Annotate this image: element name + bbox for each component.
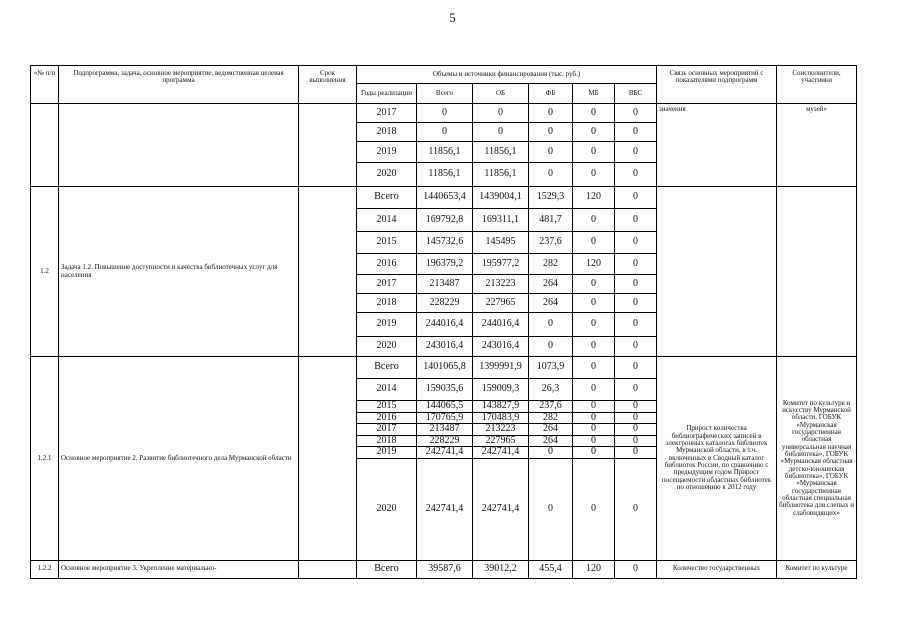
header-name: Подпрограмма, задача, основное мероприятие, ведомственная целевая программа xyxy=(59,66,299,104)
cell-mb: 120 xyxy=(573,254,615,275)
cell-total: 145732,6 xyxy=(417,232,473,254)
cell-fb: 481,7 xyxy=(529,209,573,232)
cell-year: 2020 xyxy=(357,337,417,357)
cell-vbs: 0 xyxy=(615,401,657,413)
cell-total: 213487 xyxy=(417,275,473,294)
cell-vbs: 0 xyxy=(615,435,657,447)
cell-total: 228229 xyxy=(417,294,473,313)
cell-year: 2015 xyxy=(357,401,417,413)
cell-coexec xyxy=(777,187,857,357)
cell-ob: 39012,2 xyxy=(473,560,529,578)
cell-total: 1401065,8 xyxy=(417,357,473,379)
cell-mb: 0 xyxy=(573,104,615,123)
cell-total: 242741,4 xyxy=(417,447,473,459)
cell-fb: 0 xyxy=(529,123,573,142)
cell-ob: 243016,4 xyxy=(473,337,529,357)
cell-mb: 0 xyxy=(573,275,615,294)
cell-vbs: 0 xyxy=(615,163,657,187)
cell-mb: 0 xyxy=(573,163,615,187)
header-term: Срок выполнения xyxy=(299,66,357,104)
cell-fb: 282 xyxy=(529,412,573,424)
cell-mb: 0 xyxy=(573,447,615,459)
cell-mb: 0 xyxy=(573,458,615,560)
cell-term xyxy=(299,357,357,561)
cell-fb: 0 xyxy=(529,458,573,560)
cell-num: 1.2 xyxy=(31,187,59,357)
cell-ob: 227965 xyxy=(473,435,529,447)
cell-vbs: 0 xyxy=(615,142,657,163)
cell-total: 11856,1 xyxy=(417,163,473,187)
cell-vbs: 0 xyxy=(615,209,657,232)
cell-term xyxy=(299,560,357,578)
cell-year: 2018 xyxy=(357,435,417,447)
cell-total: 196379,2 xyxy=(417,254,473,275)
cell-total: 228229 xyxy=(417,435,473,447)
header-num: «№ п/п xyxy=(31,66,59,104)
cell-fb: 0 xyxy=(529,313,573,337)
cell-year: Всего xyxy=(357,560,417,578)
cell-vbs: 0 xyxy=(615,123,657,142)
cell-fb: 1073,9 xyxy=(529,357,573,379)
cell-name: Основное мероприятие 2. Развитие библиотечного дела Мурманской области xyxy=(59,357,299,561)
cell-total: 1440653,4 xyxy=(417,187,473,209)
header-mb: МБ xyxy=(573,84,615,104)
cell-fb: 26,3 xyxy=(529,379,573,401)
cell-vbs: 0 xyxy=(615,424,657,436)
cell-mb: 0 xyxy=(573,313,615,337)
cell-mb: 0 xyxy=(573,379,615,401)
table-row xyxy=(31,560,857,578)
cell-mb: 120 xyxy=(573,560,615,578)
cell-year: 2019 xyxy=(357,447,417,459)
cell-ob: 227965 xyxy=(473,294,529,313)
page-number: 5 xyxy=(449,10,456,25)
cell-year: Всего xyxy=(357,187,417,209)
cell-link: Прирост количества библиографических записей в электронных каталогах библиотек Мурманской области, в т.ч. включенных в Сводный каталог библиотек России, по сравнению с предыдущим годом Прирост посещаемости областных библиотек по отношению к 2012 году xyxy=(657,357,777,561)
cell-mb: 0 xyxy=(573,142,615,163)
table-row xyxy=(31,104,857,123)
cell-year: 2015 xyxy=(357,232,417,254)
cell-term xyxy=(299,104,357,187)
cell-ob: 242741,4 xyxy=(473,447,529,459)
cell-vbs: 0 xyxy=(615,187,657,209)
cell-year: 2020 xyxy=(357,163,417,187)
cell-name: Задача 1.2. Повышение доступности и качества библиотечных услуг для населения xyxy=(59,187,299,357)
cell-ob: 1399991,9 xyxy=(473,357,529,379)
cell-link: значения xyxy=(657,104,777,187)
cell-year: 2017 xyxy=(357,104,417,123)
cell-ob: 0 xyxy=(473,104,529,123)
cell-vbs: 0 xyxy=(615,458,657,560)
cell-ob: 159009,3 xyxy=(473,379,529,401)
cell-fb: 1529,3 xyxy=(529,187,573,209)
cell-ob: 170483,9 xyxy=(473,412,529,424)
cell-year: 2018 xyxy=(357,294,417,313)
cell-total: 0 xyxy=(417,104,473,123)
cell-year: 2014 xyxy=(357,379,417,401)
cell-fb: 264 xyxy=(529,435,573,447)
cell-link xyxy=(657,187,777,357)
cell-name xyxy=(59,104,299,187)
cell-fb: 264 xyxy=(529,424,573,436)
cell-vbs: 0 xyxy=(615,232,657,254)
cell-year: 2016 xyxy=(357,254,417,275)
cell-fb: 264 xyxy=(529,294,573,313)
cell-ob: 0 xyxy=(473,123,529,142)
cell-ob: 11856,1 xyxy=(473,163,529,187)
cell-ob: 1439004,1 xyxy=(473,187,529,209)
cell-fb: 282 xyxy=(529,254,573,275)
header-vbs: ВБС xyxy=(615,84,657,104)
cell-ob: 213223 xyxy=(473,275,529,294)
cell-fb: 264 xyxy=(529,275,573,294)
cell-fb: 0 xyxy=(529,163,573,187)
cell-vbs: 0 xyxy=(615,337,657,357)
cell-mb: 0 xyxy=(573,357,615,379)
header-row-1 xyxy=(31,66,857,84)
table-row xyxy=(31,187,857,209)
header-fb: ФБ xyxy=(529,84,573,104)
cell-num: 1.2.2 xyxy=(31,560,59,578)
cell-year: 2019 xyxy=(357,142,417,163)
header-link: Связь основных мероприятий с показателями подпрограмм xyxy=(657,66,777,104)
cell-total: 169792,8 xyxy=(417,209,473,232)
cell-ob: 213223 xyxy=(473,424,529,436)
cell-total: 144065,5 xyxy=(417,401,473,413)
cell-fb: 455,4 xyxy=(529,560,573,578)
cell-ob: 11856,1 xyxy=(473,142,529,163)
cell-total: 213487 xyxy=(417,424,473,436)
cell-vbs: 0 xyxy=(615,294,657,313)
table-row xyxy=(31,357,857,379)
cell-mb: 0 xyxy=(573,209,615,232)
cell-ob: 169311,1 xyxy=(473,209,529,232)
cell-vbs: 0 xyxy=(615,313,657,337)
cell-mb: 0 xyxy=(573,337,615,357)
cell-coexec: Комитет по культуре и искусству Мурманской области, ГОБУК «Мурманская государственная областная универсальная научная библиотека», ГОБУК «Мурманская областная детско-юношеская библиотека», ГОБУК «Мурманская государственная областная специальная библиотека для слепых и слабовидящих» xyxy=(777,357,857,561)
cell-total: 39587,6 xyxy=(417,560,473,578)
cell-ob: 195977,2 xyxy=(473,254,529,275)
cell-num xyxy=(31,104,59,187)
cell-coexec: Комитет по культуре xyxy=(777,560,857,578)
cell-mb: 0 xyxy=(573,294,615,313)
cell-fb: 237,6 xyxy=(529,401,573,413)
cell-vbs: 0 xyxy=(615,357,657,379)
cell-ob: 145495 xyxy=(473,232,529,254)
cell-mb: 0 xyxy=(573,232,615,254)
cell-mb: 0 xyxy=(573,123,615,142)
cell-total: 0 xyxy=(417,123,473,142)
cell-ob: 143827,9 xyxy=(473,401,529,413)
cell-year: 2020 xyxy=(357,458,417,560)
cell-vbs: 0 xyxy=(615,379,657,401)
cell-total: 244016,4 xyxy=(417,313,473,337)
header-funding: Объемы и источники финансирования (тыс. руб.) xyxy=(357,66,657,84)
cell-vbs: 0 xyxy=(615,412,657,424)
cell-mb: 0 xyxy=(573,401,615,413)
cell-fb: 237,6 xyxy=(529,232,573,254)
cell-fb: 0 xyxy=(529,104,573,123)
cell-mb: 120 xyxy=(573,187,615,209)
cell-year: 2016 xyxy=(357,412,417,424)
header-coexec: Соисполнители, участники xyxy=(777,66,857,104)
cell-fb: 0 xyxy=(529,142,573,163)
header-years: Годы реализации xyxy=(357,84,417,104)
cell-year: 2018 xyxy=(357,123,417,142)
cell-mb: 0 xyxy=(573,435,615,447)
cell-link: Количество государственных xyxy=(657,560,777,578)
cell-total: 159035,6 xyxy=(417,379,473,401)
cell-mb: 0 xyxy=(573,412,615,424)
cell-year: 2019 xyxy=(357,313,417,337)
cell-vbs: 0 xyxy=(615,275,657,294)
cell-ob: 242741,4 xyxy=(473,458,529,560)
cell-total: 170765,9 xyxy=(417,412,473,424)
cell-year: 2017 xyxy=(357,275,417,294)
header-ob: ОБ xyxy=(473,84,529,104)
cell-ob: 244016,4 xyxy=(473,313,529,337)
financing-table xyxy=(30,65,857,579)
cell-total: 243016,4 xyxy=(417,337,473,357)
cell-year: 2017 xyxy=(357,424,417,436)
cell-num: 1.2.1 xyxy=(31,357,59,561)
header-total: Всего xyxy=(417,84,473,104)
cell-fb: 0 xyxy=(529,337,573,357)
cell-total: 242741,4 xyxy=(417,458,473,560)
cell-total: 11856,1 xyxy=(417,142,473,163)
cell-coexec: музей» xyxy=(777,104,857,187)
cell-vbs: 0 xyxy=(615,560,657,578)
cell-name: Основное мероприятие 3. Укрепление материально- xyxy=(59,560,299,578)
cell-year: Всего xyxy=(357,357,417,379)
cell-vbs: 0 xyxy=(615,254,657,275)
cell-fb: 0 xyxy=(529,447,573,459)
cell-year: 2014 xyxy=(357,209,417,232)
cell-term xyxy=(299,187,357,357)
cell-mb: 0 xyxy=(573,424,615,436)
cell-vbs: 0 xyxy=(615,447,657,459)
cell-vbs: 0 xyxy=(615,104,657,123)
